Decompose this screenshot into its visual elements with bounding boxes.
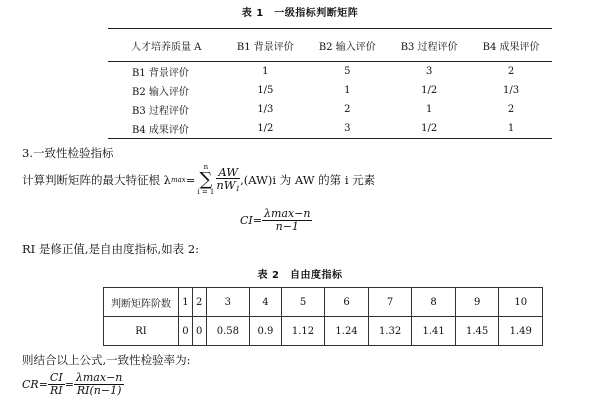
order-cell: 2 — [192, 288, 206, 317]
table1-cell: 2 — [507, 66, 515, 77]
table1 — [108, 28, 552, 139]
ri-cell: 0.9 — [250, 317, 282, 346]
table1-cell: 1 — [262, 66, 269, 77]
table1-cell: 1 — [344, 85, 351, 96]
table1-header-cell: B4 成果评价 — [482, 41, 540, 53]
table1-cell: 3 — [425, 66, 433, 77]
eigen-eq: = — [185, 173, 196, 187]
table-row — [108, 81, 552, 100]
table1-cell: 3 — [344, 123, 351, 134]
order-cell: 3 — [206, 288, 250, 317]
ri-cell: 1.41 — [412, 317, 456, 346]
table2-caption: 表 2 自由度指标 — [257, 270, 343, 281]
order-cell: 6 — [325, 288, 369, 317]
eigen-sub: max — [170, 176, 186, 184]
order-cell: 1 — [179, 288, 193, 317]
table1-cell: 5 — [344, 66, 351, 77]
order-cell: 9 — [455, 288, 499, 317]
table2-row-label: 判断矩阵阶数 — [104, 288, 179, 317]
ci-num: λmax−n — [263, 207, 311, 220]
table1-cell: 1/3 — [503, 85, 520, 96]
row-label: B2 输入评价 — [132, 87, 189, 98]
table1-cell: 2 — [507, 104, 515, 115]
ci-lhs: CI= — [240, 214, 262, 227]
sigma-icon: ∑ — [199, 169, 213, 190]
row-label: B1 背景评价 — [132, 68, 189, 79]
section-heading: 3.一致性检验指标 — [22, 146, 114, 160]
ri-cell: 1.32 — [368, 317, 412, 346]
table1-header-cell: 人才培养质量 A — [131, 41, 202, 53]
summation — [197, 163, 214, 197]
cr-eq: = — [64, 378, 74, 391]
ri-cell: 1.49 — [499, 317, 543, 346]
order-cell: 8 — [412, 288, 456, 317]
table-row — [108, 62, 552, 82]
cr-intro: 则结合以上公式,一致性检验率为: — [22, 353, 191, 367]
ri-cell: 0.58 — [206, 317, 250, 346]
sum-bottom: i = 1 — [197, 188, 215, 196]
cr-formula — [22, 372, 124, 397]
eigen-num: AW — [216, 166, 240, 179]
ri-note: RI 是修正值,是自由度指标,如表 2: — [22, 242, 200, 256]
cr-n1: CI — [49, 371, 63, 384]
order-cell: 7 — [368, 288, 412, 317]
row-label: B4 成果评价 — [132, 125, 189, 136]
table-row — [108, 100, 552, 119]
order-cell: 5 — [281, 288, 325, 317]
order-cell: 4 — [250, 288, 282, 317]
table2 — [103, 287, 543, 346]
cr-n2: λmax−n — [75, 371, 123, 384]
cr-d2: RI(n−1) — [76, 384, 122, 397]
ri-cell: 0 — [179, 317, 193, 346]
order-cell: 10 — [499, 288, 543, 317]
table1-cell: 1/2 — [421, 85, 438, 96]
cr-lhs: CR= — [22, 378, 48, 391]
ri-cell: 0 — [192, 317, 206, 346]
table1-header-cell: B3 过程评价 — [400, 41, 458, 53]
table1-cell: 1/2 — [257, 123, 274, 134]
table1-caption: 表 1 一级指标判断矩阵 — [241, 8, 359, 19]
row-label: B3 过程评价 — [132, 106, 189, 117]
table1-header-cell: B2 输入评价 — [318, 41, 376, 53]
eigen-den: nW — [216, 177, 236, 192]
table1-cell: 1 — [507, 123, 515, 134]
ci-den: n−1 — [275, 220, 299, 233]
ri-cell: 1.24 — [325, 317, 369, 346]
eigen-suffix: ,(AW)i 为 AW 的第 i 元素 — [240, 173, 376, 187]
eigen-fraction — [216, 166, 240, 195]
table-row — [104, 317, 543, 346]
ri-cell: 1.12 — [281, 317, 325, 346]
table1-cell: 1 — [425, 104, 433, 115]
cr-d1: RI — [49, 384, 63, 397]
table1-cell: 2 — [344, 104, 351, 115]
table-row — [108, 119, 552, 139]
table1-cell: 1/2 — [421, 123, 438, 134]
eigen-den-sub: 1 — [235, 184, 241, 193]
table1-cell: 1/3 — [257, 104, 274, 115]
ci-formula — [240, 208, 312, 233]
eigen-prefix: 计算判断矩阵的最大特征根 λ — [22, 173, 171, 187]
table-row — [104, 288, 543, 317]
ri-cell: 1.45 — [455, 317, 499, 346]
table1-header-cell: B1 背景评价 — [236, 41, 294, 53]
table2-row-label: RI — [104, 317, 179, 346]
table1-cell: 1/5 — [257, 85, 274, 96]
sum-top: n — [203, 163, 209, 171]
eigen-formula-line — [22, 163, 375, 197]
